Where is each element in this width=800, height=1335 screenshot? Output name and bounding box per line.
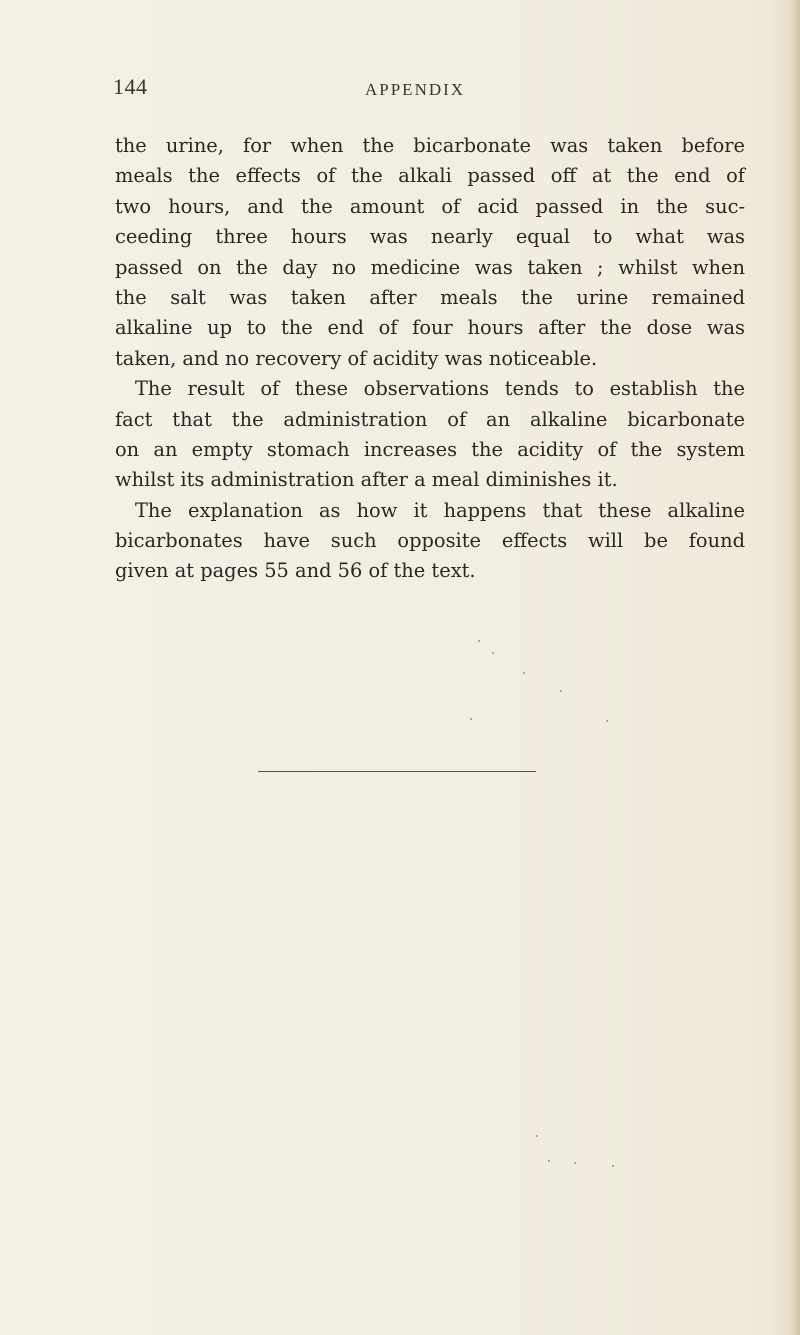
- text-line: meals the effects of the alkali passed off at the end of: [115, 164, 745, 188]
- paper-speck: [470, 718, 472, 720]
- text-line: bicarbonates have such opposite effects will be found: [115, 529, 745, 553]
- text-line: the salt was taken after meals the urine remained: [115, 285, 745, 309]
- paper-speck: [478, 640, 480, 642]
- paper-speck: [492, 652, 494, 654]
- paragraph-start-line: The result of these observations tends to establish the: [135, 377, 745, 401]
- section-end-rule: [258, 771, 536, 772]
- text-line: on an empty stomach increases the acidity of the system: [115, 437, 745, 461]
- page-header: [113, 72, 733, 112]
- paper-speck: [606, 720, 608, 722]
- text-line: given at pages 55 and 56 of the text.: [115, 559, 476, 583]
- text-line: the urine, for when the bicarbonate was taken before: [115, 134, 745, 157]
- text-line: passed on the day no medicine was taken ; whilst when: [115, 255, 745, 279]
- paper-speck: [548, 1160, 550, 1162]
- text-line: fact that the administration of an alkaline bicarbonate: [115, 407, 745, 431]
- page-number: 144: [113, 74, 148, 99]
- paper-speck: [523, 672, 525, 674]
- text-line: alkaline up to the end of four hours after the dose was: [115, 316, 745, 340]
- running-head: APPENDIX: [365, 80, 466, 99]
- paper-speck: [574, 1162, 576, 1164]
- body-text: [115, 131, 745, 587]
- paper-speck: [560, 690, 562, 692]
- text-line: two hours, and the amount of acid passed in the suc-: [115, 194, 745, 218]
- paper-speck: [612, 1165, 614, 1167]
- text-line: taken, and no recovery of acidity was noticeable.: [115, 346, 598, 370]
- paper-speck: [536, 1135, 538, 1137]
- paragraph-start-line: The explanation as how it happens that these alkaline: [135, 498, 745, 522]
- page-edge-shadow: [790, 0, 800, 1335]
- text-line: whilst its administration after a meal diminishes it.: [115, 468, 618, 492]
- text-line: ceeding three hours was nearly equal to what was: [115, 225, 745, 249]
